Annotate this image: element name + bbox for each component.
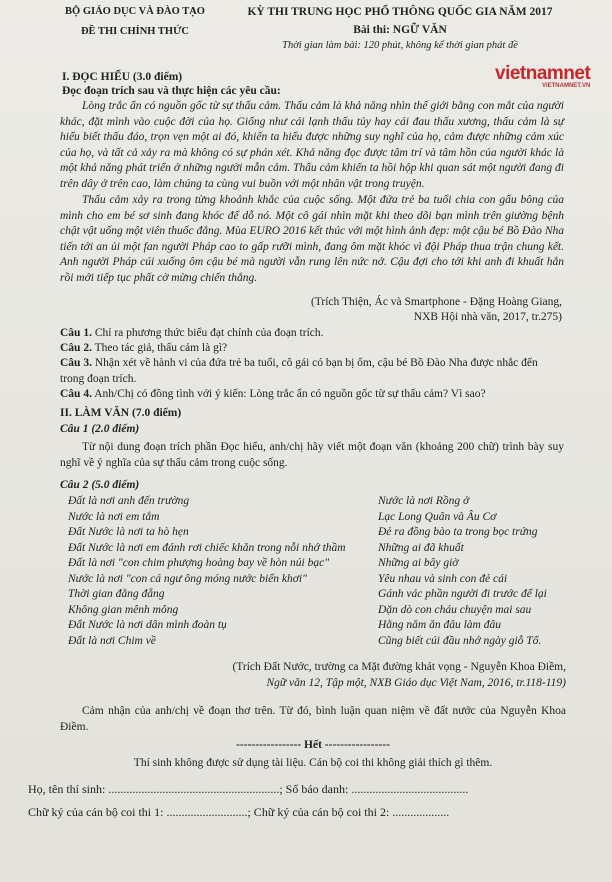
poem-line: Yêu nhau và sinh con đẻ cái xyxy=(378,572,508,585)
vietnamnet-watermark-logo xyxy=(495,63,590,89)
poem-source-line-2: Ngữ văn 12, Tập một, NXB Giáo dục Việt Nam, 2016, tr.118-119) xyxy=(266,677,566,689)
question-4-text: Anh/Chị có đồng tình với ý kiến: Lòng trắc ẩn có nguồn gốc từ sự thấu cảm? Vì sao? xyxy=(94,388,486,400)
poem-line: Nước là nơi Rồng ở xyxy=(378,495,470,507)
question-1-text: Chỉ ra phương thức biểu đạt chính của đoạn trích. xyxy=(94,327,324,339)
poem-line: Đất Nước là nơi ta hò hẹn xyxy=(68,526,189,538)
question-2-label: Câu 2. xyxy=(60,342,92,354)
poem-line: Nước là nơi em tắm xyxy=(68,510,160,523)
poem-line: Lạc Long Quân và Âu Cơ xyxy=(378,510,497,523)
essay-question-2-label: Câu 2 (5.0 điểm) xyxy=(60,479,140,491)
footer-note: Thí sinh không được sử dụng tài liệu. Cán bộ coi thi không giải thích gì thêm. xyxy=(133,757,493,769)
header-right xyxy=(230,6,570,51)
poem-line: Những ai đã khuất xyxy=(378,541,464,554)
passage-paragraph-1: Lòng trắc ẩn có nguồn gốc từ sự thấu cảm. Thấu cảm là khả năng nhìn thế giới bằng con mắt của người khác, đặt mình vào cuộc đời của họ. Giống như cái lạnh thấu tủy hay cái đau thấu xương, thấu cảm là sự hiểu biết thấu đáo, trọn vẹn một ai đó, khiến ta hiểu được những suy nghĩ của họ, cảm được những cảm xúc của họ, và tất cả xảy ra mà không có sự phán xét. Khả năng đọc được tâm trí và tâm hồn của người khác là một khả năng phát triển ở những người mẫn cảm. Thấu cảm khiến ta hồi hộp khi quan sát một người đang đi trên dây ở trên cao, làm chúng ta cùng vui buồn với một nhân vật trong truyện. xyxy=(60,100,564,190)
exam-title: KỲ THI TRUNG HỌC PHỔ THÔNG QUỐC GIA NĂM 2017 xyxy=(247,6,553,18)
header-left xyxy=(60,6,210,37)
subject-title: Bài thi: NGỮ VĂN xyxy=(353,24,447,36)
poem-line: Những ai bây giờ xyxy=(378,557,459,569)
passage-source-line-1: (Trích Thiện, Ác và Smartphone - Đặng Hoàng Giang, xyxy=(310,296,562,308)
poem-right-column xyxy=(378,494,547,649)
question-1 xyxy=(60,326,564,342)
poem-line: Đẻ ra đồng bào ta trong bọc trứng xyxy=(378,526,538,538)
part1-heading: I. ĐỌC HIỂU (3.0 điểm) xyxy=(62,71,183,83)
poem-left-column xyxy=(68,494,346,649)
poem-line: Thời gian đằng đẵng xyxy=(68,588,165,600)
proctor-signature-line: Chữ ký của cán bộ coi thi 1: ...........................; Chữ ký của cán bộ coi thi 2: ................... xyxy=(28,805,450,819)
candidate-info-line: Họ, tên thí sinh: .........................................................; Số báo danh: ....................................... xyxy=(28,782,469,796)
ministry-name: BỘ GIÁO DỤC VÀ ĐÀO TẠO xyxy=(65,6,205,17)
question-2-text: Theo tác giả, thấu cảm là gì? xyxy=(94,342,228,354)
poem-line: Đất Nước là nơi dân mình đoàn tụ xyxy=(68,619,227,631)
essay-question-1-text: Từ nội dung đoạn trích phần Đọc hiểu, anh/chị hãy viết một đoạn văn (khoảng 200 chữ) trình bày suy nghĩ về ý nghĩa của sự thấu cảm trong cuộc sống. xyxy=(60,441,564,469)
end-marker: ----------------- Hết ----------------- xyxy=(236,739,390,751)
time-note: Thời gian làm bài: 120 phút, không kể thời gian phát đề xyxy=(282,40,518,51)
poem-line: Đất là nơi anh đến trường xyxy=(68,495,190,507)
question-4-label: Câu 4. xyxy=(60,388,92,400)
essay-question-1-label: Câu 1 (2.0 điểm) xyxy=(60,423,140,435)
question-4 xyxy=(60,387,564,403)
passage-paragraph-2: Thấu cảm xảy ra trong từng khoảnh khắc của cuộc sống. Một đứa trẻ ba tuổi chia con gấu bông của mình cho em bé sơ sinh đang khóc để dỗ nó. Một cô gái nhìn mặt khi theo dõi bạn mình trên giường bệnh chật vật uống một viên thuốc đắng. Mùa EURO 2016 kết thúc với một hình ảnh đẹp: một cậu bé Bồ Đào Nha tiến tới an ủi một fan người Pháp cao to gấp rưỡi mình, đang ôm mặt khóc vì đội Pháp thua trận chung kết. Anh người Pháp cúi xuống ôm cậu bé mà người vẫn rung lên nức nở. Cậu đợi cho tới khi anh đi khuất hẳn rồi mới tiếp tục phất cờ mừng chiến thắng. xyxy=(60,194,564,284)
question-3-label: Câu 3. xyxy=(60,357,92,369)
poem-line: Đất Nước là nơi em đánh rơi chiếc khăn trong nỗi nhớ thầm xyxy=(68,541,346,554)
logo-text: vietnamnet xyxy=(495,63,591,84)
poem-line: Đất là nơi "con chim phượng hoàng bay về hòn núi bạc" xyxy=(68,557,330,569)
official-label: ĐỀ THI CHÍNH THỨC xyxy=(80,26,190,37)
poem-line: Đất là nơi Chim về xyxy=(68,634,156,647)
poem-source-line-1: (Trích Đất Nước, trường ca Mặt đường khát vọng - Nguyễn Khoa Điềm, xyxy=(232,661,566,673)
poem-line: Nước là nơi "con cá ngư ông móng nước biển khơi" xyxy=(68,572,307,585)
part1-instruction: Đọc đoạn trích sau và thực hiện các yêu cầu: xyxy=(62,85,281,97)
logo-url: VIETNAMNET.VN xyxy=(541,83,591,89)
question-2 xyxy=(60,341,564,357)
part2-heading: II. LÀM VĂN (7.0 điểm) xyxy=(60,407,182,419)
question-3 xyxy=(60,356,564,387)
essay-question-2-text: Cảm nhận của anh/chị về đoạn thơ trên. Từ đó, bình luận quan niệm về đất nước của Nguyễn Khoa Điềm. xyxy=(60,705,566,733)
question-3-text: Nhận xét về hành vi của đứa trẻ ba tuổi, cô gái có bạn bị ốm, cậu bé Bồ Đào Nha được nhắc đến trong đoạn trích. xyxy=(60,357,538,385)
passage-source-line-2: NXB Hội nhà văn, 2017, tr.275) xyxy=(413,311,562,323)
poem-line: Dặn dò con cháu chuyện mai sau xyxy=(378,603,532,616)
poem-line: Không gian mênh mông xyxy=(68,603,179,616)
poem-line: Hằng năm ăn đâu làm đâu xyxy=(378,619,501,631)
poem-line: Gánh vác phần người đi trước để lại xyxy=(378,588,547,600)
question-1-label: Câu 1. xyxy=(60,327,92,339)
poem-line: Cũng biết cúi đầu nhớ ngày giỗ Tổ. xyxy=(378,634,542,647)
